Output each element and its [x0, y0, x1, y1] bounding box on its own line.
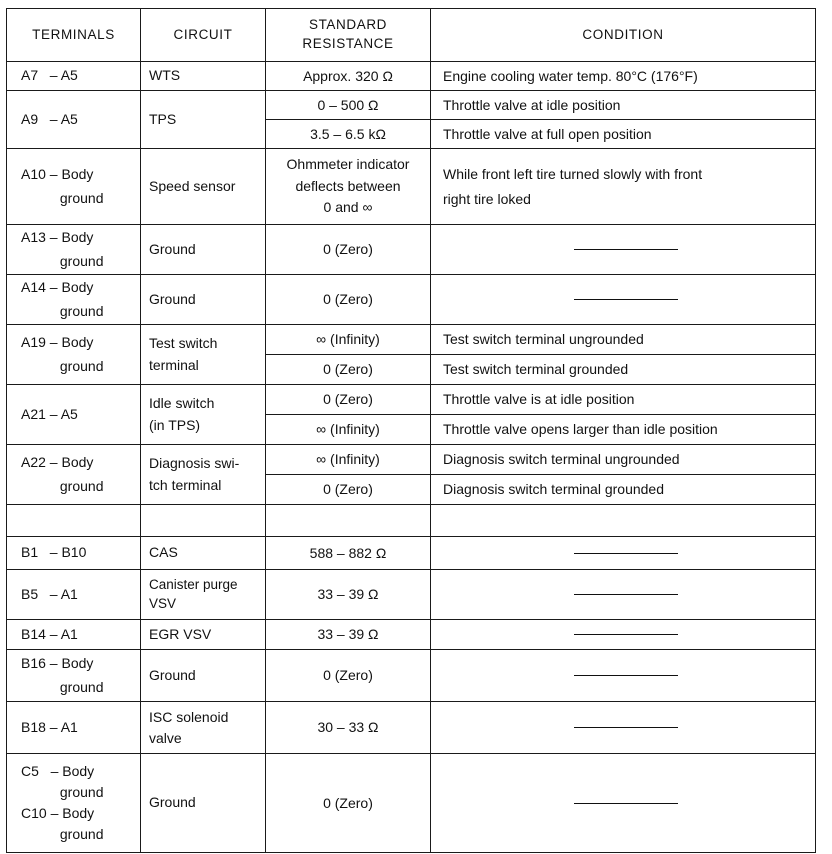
- resistance-cell: ∞ (Infinity): [266, 325, 431, 355]
- circuit-cell: TPS: [141, 91, 266, 149]
- circuit-cell: ISC solenoid valve: [141, 702, 266, 754]
- resistance-cell: 33 – 39 Ω: [266, 620, 431, 650]
- resistance-cell: 0 (Zero): [266, 355, 431, 385]
- terminals-cell: B18 – A1: [7, 702, 141, 754]
- terminals-cell: B1 – B10: [7, 537, 141, 570]
- condition-cell: Throttle valve at idle position: [431, 91, 816, 120]
- terminals-cell: A10 – Body ground: [7, 149, 141, 225]
- resistance-cell: 0 (Zero): [266, 650, 431, 702]
- condition-cell: Test switch terminal grounded: [431, 355, 816, 385]
- terminals-cell: B14 – A1: [7, 620, 141, 650]
- dash-line: [574, 553, 678, 554]
- resistance-cell: 3.5 – 6.5 kΩ: [266, 120, 431, 149]
- condition-cell: [431, 650, 816, 702]
- dash-line: [574, 727, 678, 728]
- table-row: [7, 754, 816, 853]
- resistance-cell: 0 (Zero): [266, 385, 431, 415]
- terminals-cell: [7, 505, 141, 537]
- circuit-cell: EGR VSV: [141, 620, 266, 650]
- resistance-cell: 0 (Zero): [266, 225, 431, 275]
- header-row: [7, 9, 816, 62]
- table-row: [7, 620, 816, 650]
- circuit-cell: Test switch terminal: [141, 325, 266, 385]
- table-row: [7, 225, 816, 275]
- resistance-spec-table: [6, 8, 816, 853]
- table-row: [7, 325, 816, 355]
- table-row: [7, 650, 816, 702]
- table-row: [7, 385, 816, 415]
- terminals-cell: B16 – Body ground: [7, 650, 141, 702]
- condition-cell: [431, 505, 816, 537]
- resistance-cell: ∞ (Infinity): [266, 445, 431, 475]
- table-row: [7, 537, 816, 570]
- condition-cell: Engine cooling water temp. 80°C (176°F): [431, 62, 816, 91]
- table-row: [7, 702, 816, 754]
- circuit-cell: Canister purge VSV: [141, 570, 266, 620]
- terminals-cell: A7 – A5: [7, 62, 141, 91]
- circuit-cell: Idle switch (in TPS): [141, 385, 266, 445]
- dash-line: [574, 594, 678, 595]
- circuit-cell: [141, 505, 266, 537]
- dash-line: [574, 249, 678, 250]
- resistance-cell: 0 (Zero): [266, 754, 431, 853]
- dash-line: [574, 299, 678, 300]
- condition-cell: [431, 275, 816, 325]
- condition-cell: [431, 570, 816, 620]
- terminals-cell: A21 – A5: [7, 385, 141, 445]
- table-row: [7, 570, 816, 620]
- condition-cell: Throttle valve opens larger than idle position: [431, 415, 816, 445]
- condition-cell: Throttle valve at full open position: [431, 120, 816, 149]
- dash-line: [574, 634, 678, 635]
- terminals-cell: A14 – Body ground: [7, 275, 141, 325]
- circuit-cell: Ground: [141, 754, 266, 853]
- table-row: [7, 91, 816, 120]
- header-circuit: CIRCUIT: [141, 9, 266, 62]
- table-row-empty: [7, 505, 816, 537]
- terminals-cell: A13 – Body ground: [7, 225, 141, 275]
- dash-line: [574, 803, 678, 804]
- resistance-cell: 30 – 33 Ω: [266, 702, 431, 754]
- resistance-cell: 0 – 500 Ω: [266, 91, 431, 120]
- condition-cell: [431, 702, 816, 754]
- resistance-cell: Approx. 320 Ω: [266, 62, 431, 91]
- circuit-cell: CAS: [141, 537, 266, 570]
- resistance-cell: 0 (Zero): [266, 475, 431, 505]
- header-resistance: STANDARD RESISTANCE: [266, 9, 431, 62]
- terminals-cell: C5 – Body ground C10 – Body ground: [7, 754, 141, 853]
- resistance-cell: Ohmmeter indicator deflects between 0 and ∞: [266, 149, 431, 225]
- resistance-cell: 0 (Zero): [266, 275, 431, 325]
- header-terminals: TERMINALS: [7, 9, 141, 62]
- resistance-cell: 588 – 882 Ω: [266, 537, 431, 570]
- circuit-cell: WTS: [141, 62, 266, 91]
- condition-cell: [431, 620, 816, 650]
- circuit-cell: Ground: [141, 275, 266, 325]
- table-row: [7, 62, 816, 91]
- terminals-cell: A9 – A5: [7, 91, 141, 149]
- condition-cell: [431, 225, 816, 275]
- terminals-cell: B5 – A1: [7, 570, 141, 620]
- resistance-cell: [266, 505, 431, 537]
- table-row: [7, 149, 816, 225]
- circuit-cell: Diagnosis swi- tch terminal: [141, 445, 266, 505]
- condition-cell: Diagnosis switch terminal grounded: [431, 475, 816, 505]
- resistance-cell: ∞ (Infinity): [266, 415, 431, 445]
- resistance-cell: 33 – 39 Ω: [266, 570, 431, 620]
- circuit-cell: Speed sensor: [141, 149, 266, 225]
- condition-cell: [431, 537, 816, 570]
- condition-cell: While front left tire turned slowly with front right tire loked: [431, 149, 816, 225]
- condition-cell: Throttle valve is at idle position: [431, 385, 816, 415]
- circuit-cell: Ground: [141, 650, 266, 702]
- table-row: [7, 445, 816, 475]
- table-row: [7, 275, 816, 325]
- condition-cell: Test switch terminal ungrounded: [431, 325, 816, 355]
- terminals-cell: A22 – Body ground: [7, 445, 141, 505]
- circuit-cell: Ground: [141, 225, 266, 275]
- condition-cell: Diagnosis switch terminal ungrounded: [431, 445, 816, 475]
- dash-line: [574, 675, 678, 676]
- header-condition: CONDITION: [431, 9, 816, 62]
- condition-cell: [431, 754, 816, 853]
- terminals-cell: A19 – Body ground: [7, 325, 141, 385]
